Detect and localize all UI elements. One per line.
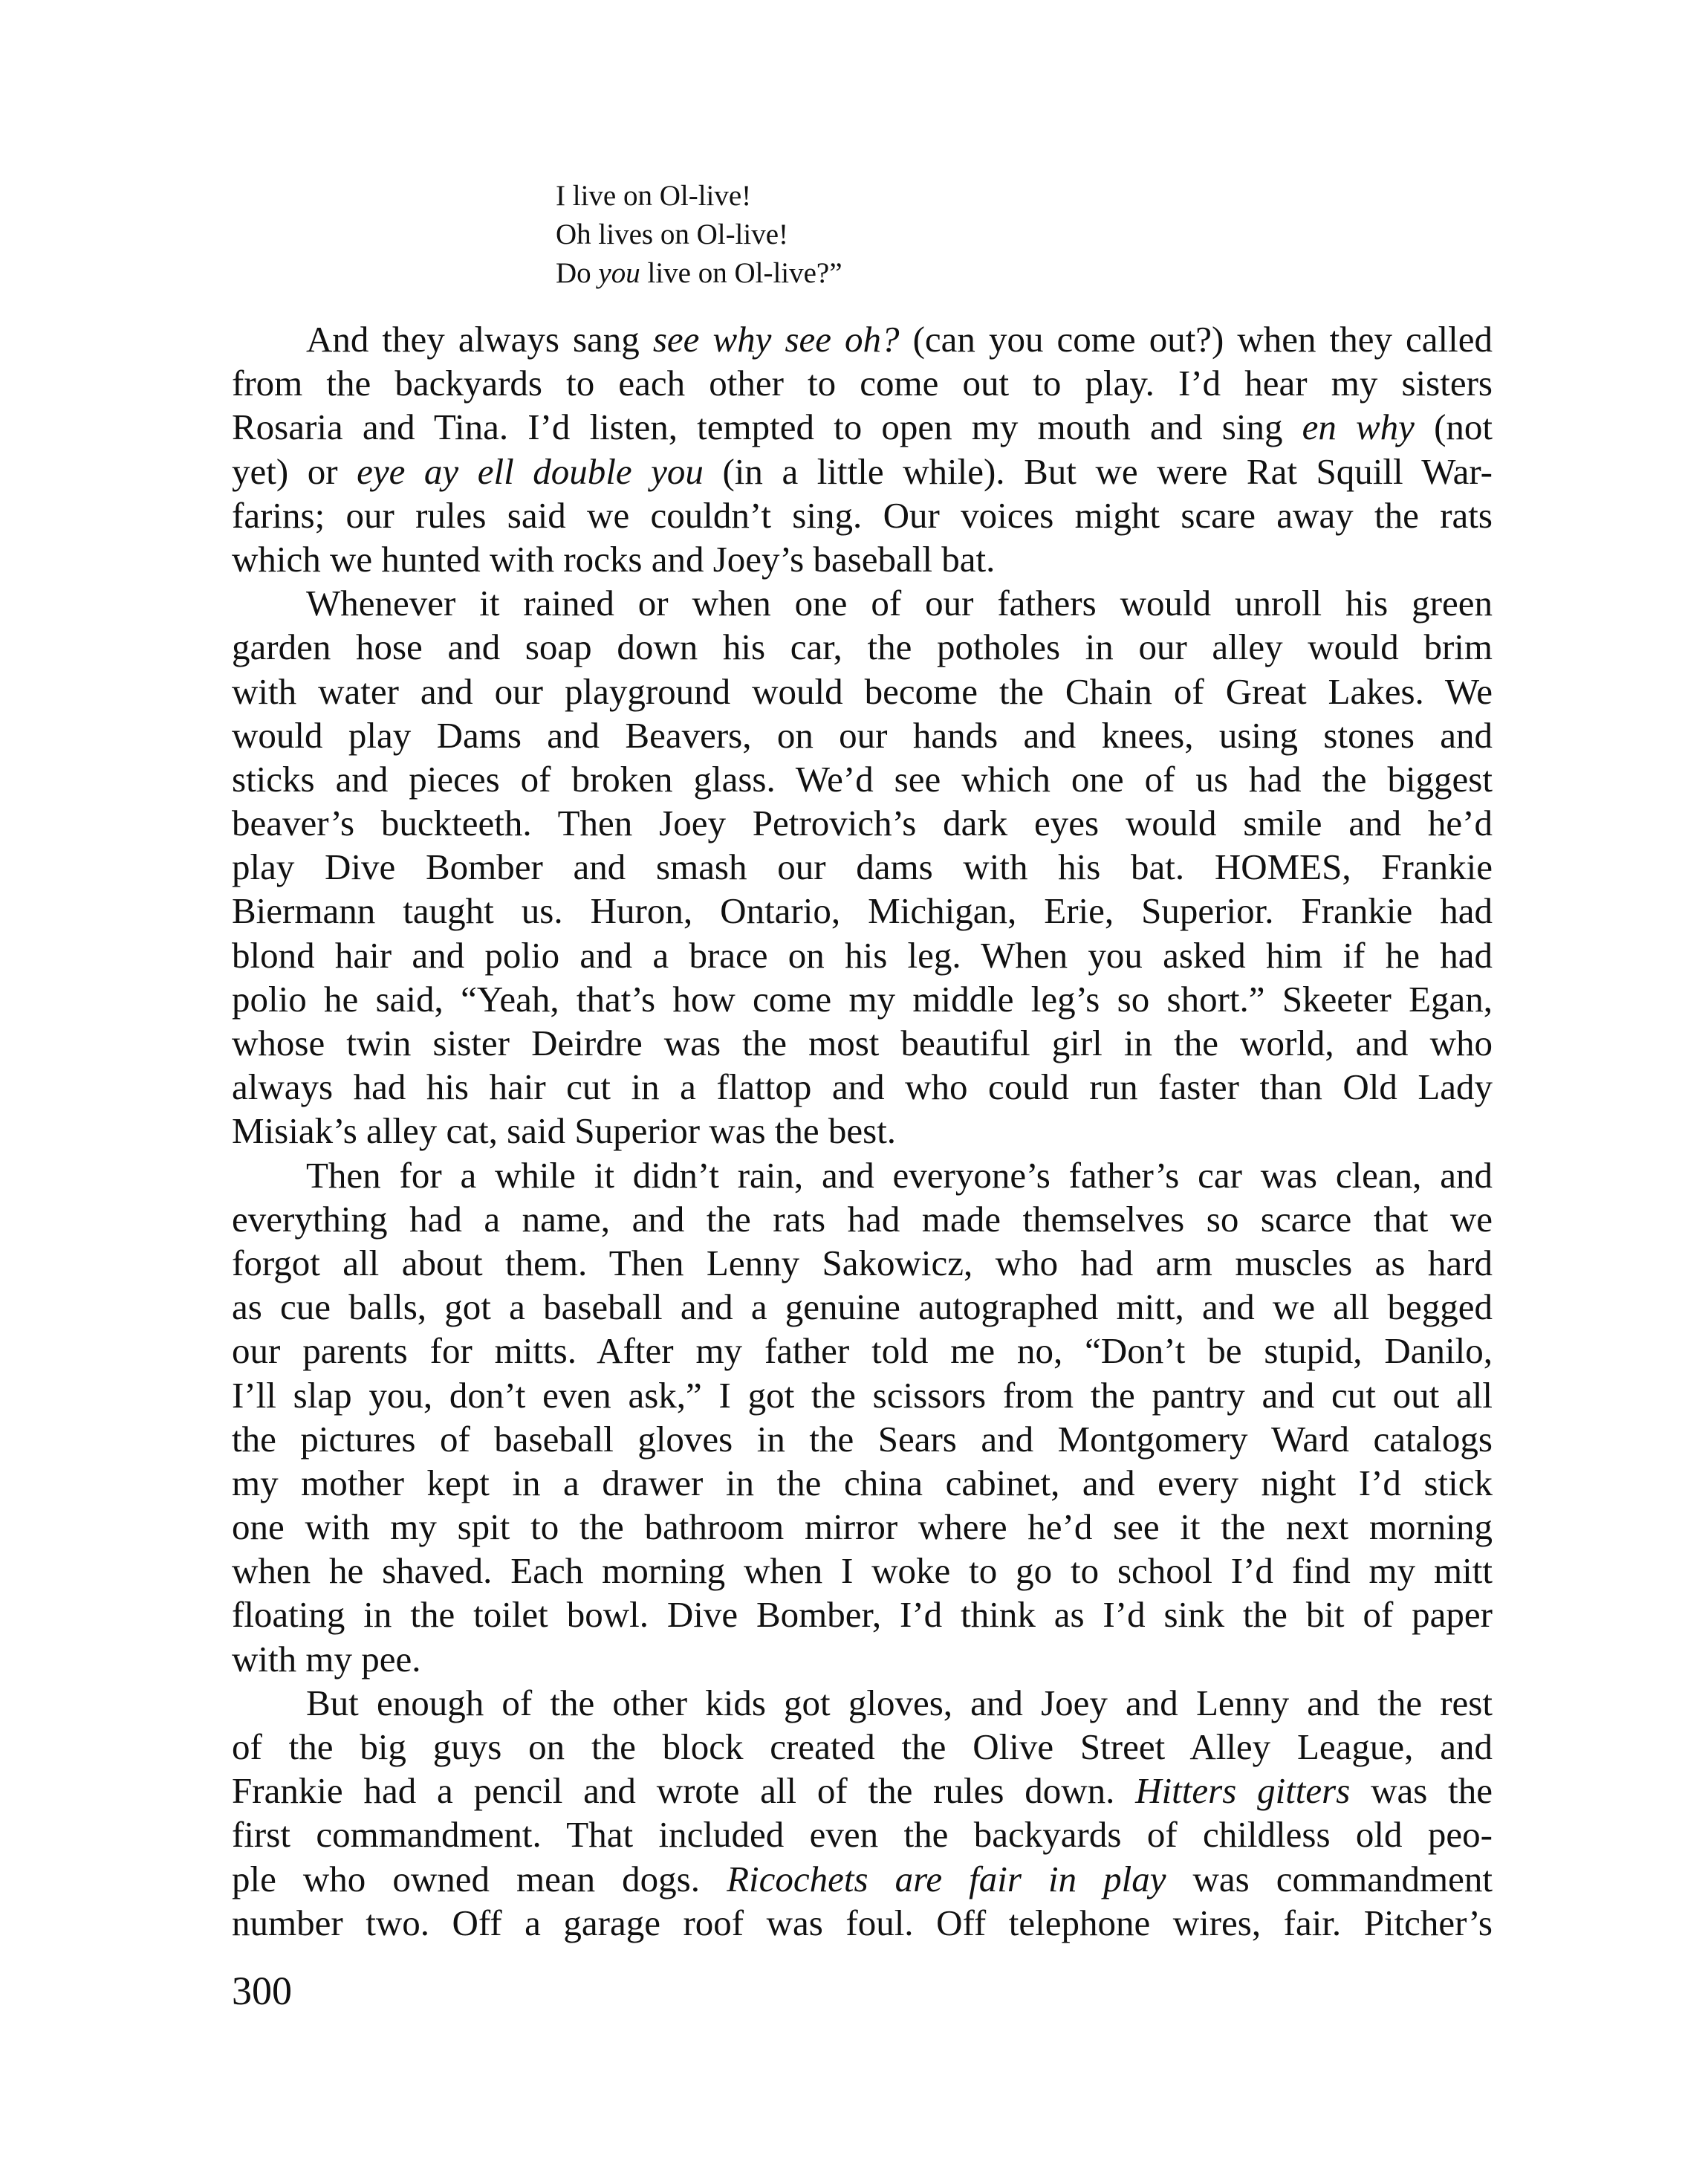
text-line: Then for a while it didn’t rain, and everyone’s father’s car was clean, and [306,1154,1493,1196]
text-line: my mother kept in a drawer in the china cabinet, and every night I’d stick [232,1462,1493,1503]
text-line: which we hunted with rocks and Joey’s baseball bat. [232,538,996,580]
text-line: with my pee. [232,1638,421,1679]
text-line: ple who owned mean dogs. Ricochets are fair in play was commandment [232,1858,1493,1899]
text-line: of the big guys on the block created the Olive Street Alley League, and [232,1726,1493,1767]
italic-phrase: see why see oh? [652,319,900,360]
text-line: one with my spit to the bathroom mirror where he’d see it the next morning [232,1506,1493,1548]
text-line: polio he said, “Yeah, that’s how come my middle leg’s so short.” Skeeter Egan, [232,978,1493,1020]
text-line: sticks and pieces of broken glass. We’d see which one of us had the biggest [232,758,1493,800]
body-text [232,317,1493,1945]
text-line: garden hose and soap down his car, the potholes in our alley would brim [232,626,1493,668]
text-line: whose twin sister Deirdre was the most beautiful girl in the world, and who [232,1023,1493,1063]
text-line: I’ll slap you, don’t even ask,” I got the scissors from the pantry and cut out all [232,1374,1493,1416]
text-line: our parents for mitts. After my father told me no, “Don’t be stupid, Danilo, [232,1330,1493,1372]
text-line: blond hair and polio and a brace on his leg. When you asked him if he had [232,934,1493,976]
text-line: always had his hair cut in a flattop and who could run faster than Old Lady [232,1066,1493,1108]
song-verse [556,177,1299,293]
text-line: Rosaria and Tina. I’d listen, tempted to open my mouth and sing en why (not [232,406,1493,448]
text-line: the pictures of baseball gloves in the Sears and Montgomery Ward catalogs [232,1418,1493,1460]
italic-phrase: en why [1302,406,1415,448]
text-line: play Dive Bomber and smash our dams with his bat. HOMES, Frankie [232,846,1493,888]
text-line: with water and our playground would become the Chain of Great Lakes. We [232,670,1493,712]
text-line: when he shaved. Each morning when I woke to go to school I’d find my mitt [232,1550,1493,1592]
text-line: as cue balls, got a baseball and a genuine autographed mitt, and we all begged [232,1286,1493,1328]
text-line: But enough of the other kids got gloves, and Joey and Lenny and the rest [306,1682,1493,1723]
text-line: everything had a name, and the rats had made themselves so scarce that we [232,1198,1493,1240]
page-number: 300 [232,1969,292,2013]
text-line: And they always sang see why see oh? (can you come out?) when they called [306,319,1493,360]
text-line: floating in the toilet bowl. Dive Bomber, I’d think as I’d sink the bit of paper [232,1594,1493,1636]
text-line: from the backyards to each other to come out to play. I’d hear my sisters [232,363,1493,404]
text-line: would play Dams and Beavers, on our hands and knees, using stones and [232,714,1493,756]
italic-phrase: Hitters gitters [1135,1770,1351,1812]
text-line: beaver’s buckteeth. Then Joey Petrovich’s dark eyes would smile and he’d [232,803,1493,844]
italic-phrase: Ricochets are fair in play [727,1858,1166,1899]
verse-line: I live on Ol-live! [556,180,752,212]
italic-phrase: you [598,257,640,289]
text-line: farins; our rules said we couldn’t sing. Our voices might scare away the rats [232,494,1493,536]
text-line: Misiak’s alley cat, said Superior was the best. [232,1110,897,1152]
verse-line: Do you live on Ol-live?” [556,257,842,289]
verse-line: Oh lives on Ol-live! [556,218,789,250]
text-line: first commandment. That included even the backyards of childless old peo- [232,1814,1493,1856]
text-line: number two. Off a garage roof was foul. Off telephone wires, fair. Pitcher’s [232,1902,1493,1943]
italic-phrase: eye ay ell double you [357,450,704,492]
text-line: Biermann taught us. Huron, Ontario, Michigan, Erie, Superior. Frankie had [232,890,1493,932]
text-line: Frankie had a pencil and wrote all of the rules down. Hitters gitters was the [232,1770,1493,1812]
text-line: Whenever it rained or when one of our fathers would unroll his green [306,583,1493,624]
text-line: yet) or eye ay ell double you (in a little while). But we were Rat Squill War- [232,450,1493,492]
text-line: forgot all about them. Then Lenny Sakowicz, who had arm muscles as hard [232,1242,1493,1283]
